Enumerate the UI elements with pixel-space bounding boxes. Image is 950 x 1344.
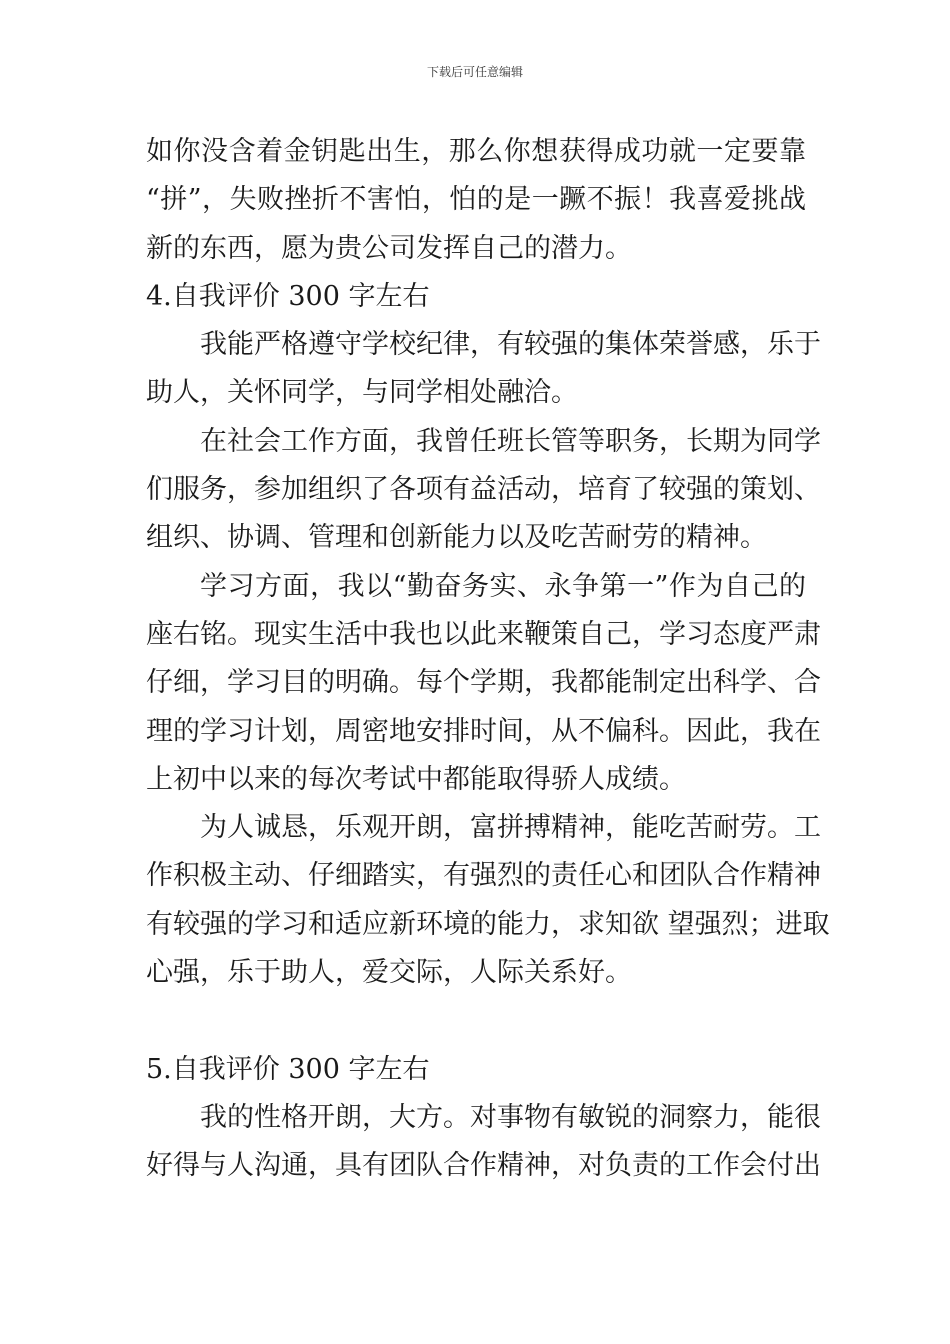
intro-line-3: 新的东西，愿为贵公司发挥自己的潜力。 — [146, 232, 632, 264]
section-4-p2-line-1: 在社会工作方面，我曾任班长管等职务，长期为同学 — [200, 425, 821, 457]
section-4-p4-line-3: 有较强的学习和适应新环境的能力，求知欲 望强烈；进取 — [146, 908, 830, 940]
section-4-p4-line-1: 为人诚恳，乐观开朗，富拼搏精神，能吃苦耐劳。工 — [200, 812, 821, 844]
section-4-p2-line-2: 们服务，参加组织了各项有益活动，培育了较强的策划、 — [146, 474, 821, 506]
section-4-p1-line-1: 我能严格遵守学校纪律，有较强的集体荣誉感，乐于 — [200, 329, 821, 361]
section-4-heading: 4.自我评价 300 字左右 — [146, 280, 430, 312]
section-4-p4-line-4: 心强，乐于助人，爱交际，人际关系好。 — [146, 957, 632, 989]
header-note: 下载后可任意编辑 — [426, 65, 523, 79]
section-4-p3-line-5: 上初中以来的每次考试中都能取得骄人成绩。 — [146, 763, 686, 795]
document-body — [146, 128, 830, 1191]
section-5-p1-line-1: 我的性格开朗，大方。对事物有敏锐的洞察力，能很 — [200, 1101, 821, 1133]
intro-line-1: 如你没含着金钥匙出生，那么你想获得成功就一定要靠 — [146, 136, 806, 167]
section-4-p4-line-2: 作积极主动、仔细踏实，有强烈的责任心和团队合作精神 — [146, 860, 821, 892]
section-gap — [146, 997, 806, 1045]
section-5-p1-line-2: 好得与人沟通，具有团队合作精神，对负责的工作会付出 — [146, 1150, 821, 1182]
section-4-p3-line-2: 座右铭。现实生活中我也以此来鞭策自己，学习态度严肃 — [146, 618, 821, 650]
section-4-p2-line-3: 组织、协调、管理和创新能力以及吃苦耐劳的精神。 — [146, 522, 767, 554]
section-4-p3-line-4: 理的学习计划，周密地安排时间，从不偏科。因此，我在 — [146, 715, 821, 747]
section-4-p3-line-3: 仔细，学习目的明确。每个学期，我都能制定出科学、合 — [146, 667, 821, 699]
section-4-p1-line-2: 助人，关怀同学，与同学相处融洽。 — [146, 377, 578, 409]
intro-line-2: “拼”，失败挫折不害怕，怕的是一蹶不振！我喜爱挑战 — [146, 184, 806, 216]
section-4-p3-line-1: 学习方面，我以“勤奋务实、永争第一”作为自己的 — [200, 570, 806, 602]
section-5-heading: 5.自我评价 300 字左右 — [146, 1053, 430, 1085]
